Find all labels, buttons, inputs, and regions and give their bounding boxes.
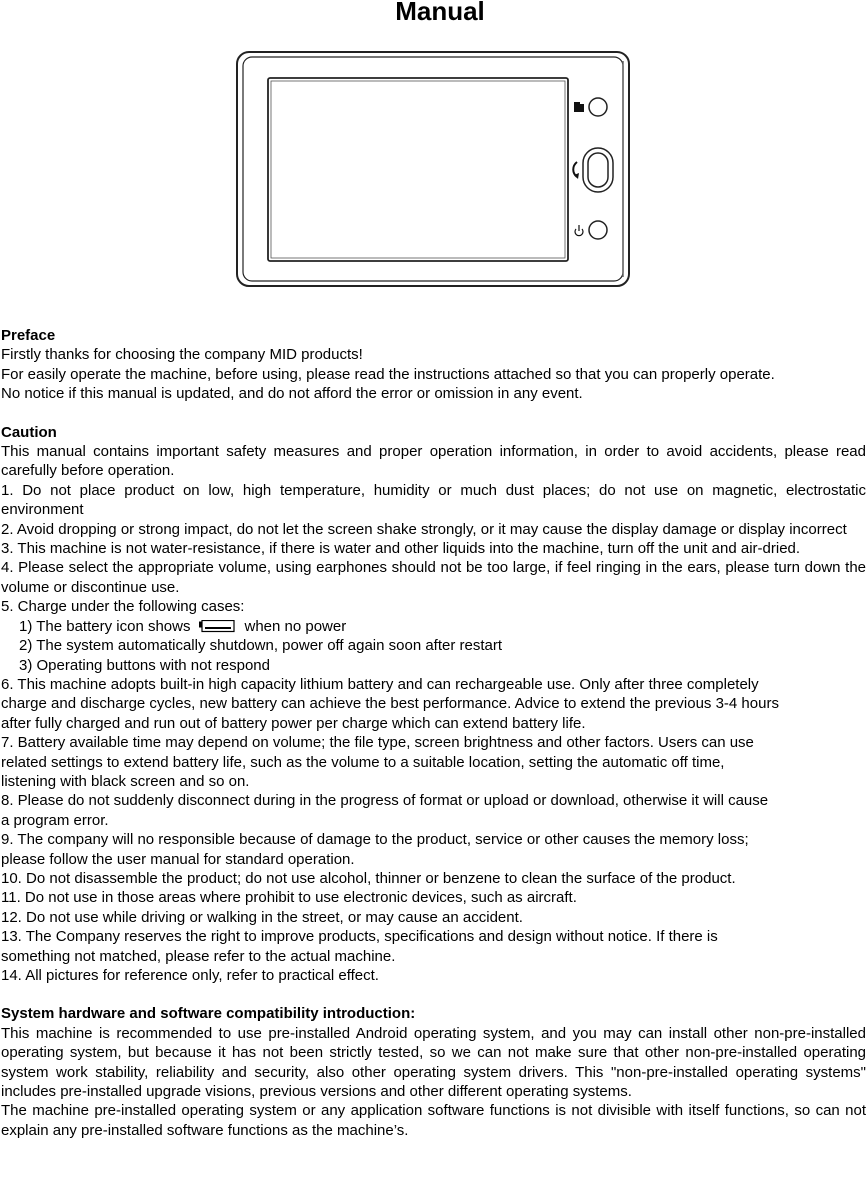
caution-item-2: 2. Avoid dropping or strong impact, do not let the screen shake strongly, or it may cause the display damage or display incorrect xyxy=(1,520,847,538)
caution-item-6-line: 6. This machine adopts built-in high capacity lithium battery and can rechargeable use. Only after three completely xyxy=(1,675,759,693)
caution-item-12: 12. Do not use while driving or walking in the street, or may cause an accident. xyxy=(1,908,523,926)
caution-item-5-sub-1: 1) The battery icon shows when no power xyxy=(19,617,347,635)
home-button xyxy=(589,98,607,116)
caution-item-10: 10. Do not disassemble the product; do not use alcohol, thinner or benzene to clean the surface of the product. xyxy=(1,869,736,887)
preface-line: For easily operate the machine, before using, please read the instructions attached so that you can properly operate. xyxy=(1,365,775,383)
caution-item-3: 3. This machine is not water-resistance, if there is water and other liquids into the machine, turn off the unit and air-dried. xyxy=(1,540,801,558)
compatibility-heading: System hardware and software compatibility introduction: xyxy=(1,1005,416,1023)
caution-item-5-sub-2: 2) The system automatically shutdown, power off again soon after restart xyxy=(19,637,503,655)
caution-item-13-line: something not matched, please refer to the actual machine. xyxy=(1,947,396,965)
caution-item-13-line: 13. The Company reserves the right to improve products, specifications and design without notice. If there is xyxy=(1,928,718,946)
caution-item-4: 4. Please select the appropriate volume, using earphones should not be too large, if feel ringing in the ears, please turn down the volume or discontinue use. xyxy=(1,559,866,596)
empty-battery-icon xyxy=(198,620,236,633)
caution-item-8-line: 8. Please do not suddenly disconnect during in the progress of format or upload or download, otherwise it will cause xyxy=(1,792,769,810)
preface-line: No notice if this manual is updated, and do not afford the error or omission in any event. xyxy=(1,385,583,403)
caution-heading: Caution xyxy=(1,423,57,441)
tablet-screen xyxy=(268,78,568,261)
caution-item-9-line: please follow the user manual for standard operation. xyxy=(1,850,355,868)
caution-intro: This manual contains important safety measures and proper operation information, in order to avoid accidents, please read carefully before operation. xyxy=(1,443,866,480)
tablet-device-illustration xyxy=(235,49,635,289)
caution-item-7-line: 7. Battery available time may depend on volume; the file type, screen brightness and other factors. Users can use xyxy=(1,734,754,752)
caution-item-8-line: a program error. xyxy=(1,811,109,829)
compatibility-paragraph-2: The machine pre-installed operating system or any application software functions is not divisible with itself functions, so can not explain any pre-installed software functions as the machine’s. xyxy=(1,1102,866,1139)
caution-item-7-line: listening with black screen and so on. xyxy=(1,772,250,790)
caution-item-14: 14. All pictures for reference only, refer to practical effect. xyxy=(1,967,379,984)
preface-heading: Preface xyxy=(1,327,56,344)
caution-item-11: 11. Do not use in those areas where prohibit to use electronic devices, such as aircraft. xyxy=(1,889,577,907)
caution-item-7-line: related settings to extend battery life, such as the volume to a suitable location, setting the automatic off time, xyxy=(1,753,725,771)
back-button xyxy=(588,153,608,187)
caution-item-1: 1. Do not place product on low, high temperature, humidity or much dust places; do not use on magnetic, electrostatic environment xyxy=(1,481,866,519)
caution-item-6-line: charge and discharge cycles, new battery can achieve the best performance. Advice to extend the previous 3-4 hours xyxy=(1,695,779,713)
power-button xyxy=(589,221,607,239)
caution-item-6-line: after fully charged and run out of battery power per charge which can extend battery life. xyxy=(1,714,586,732)
preface-line: Firstly thanks for choosing the company MID products! xyxy=(1,346,363,364)
document-title: Manual xyxy=(395,0,485,26)
caution-item-9-line: 9. The company will no responsible because of damage to the product, service or other causes the memory loss; xyxy=(1,831,749,849)
caution-item-5-sub-3: 3) Operating buttons with not respond xyxy=(19,656,270,674)
manual-body xyxy=(1,326,866,1140)
compatibility-paragraph-1: This machine is recommended to use pre-installed Android operating system, and you may can install other non-pre-installed operating system, but because it has not been strictly tested, so we can not make sure that other non-pre-installed operating system work stability, reliability and security, also other operating system drivers. This "non-pre-installed operating systems" includes pre-installed upgrade visions, previous versions and other different operating systems. xyxy=(1,1024,866,1101)
caution-item-5: 5. Charge under the following cases: xyxy=(1,598,245,616)
